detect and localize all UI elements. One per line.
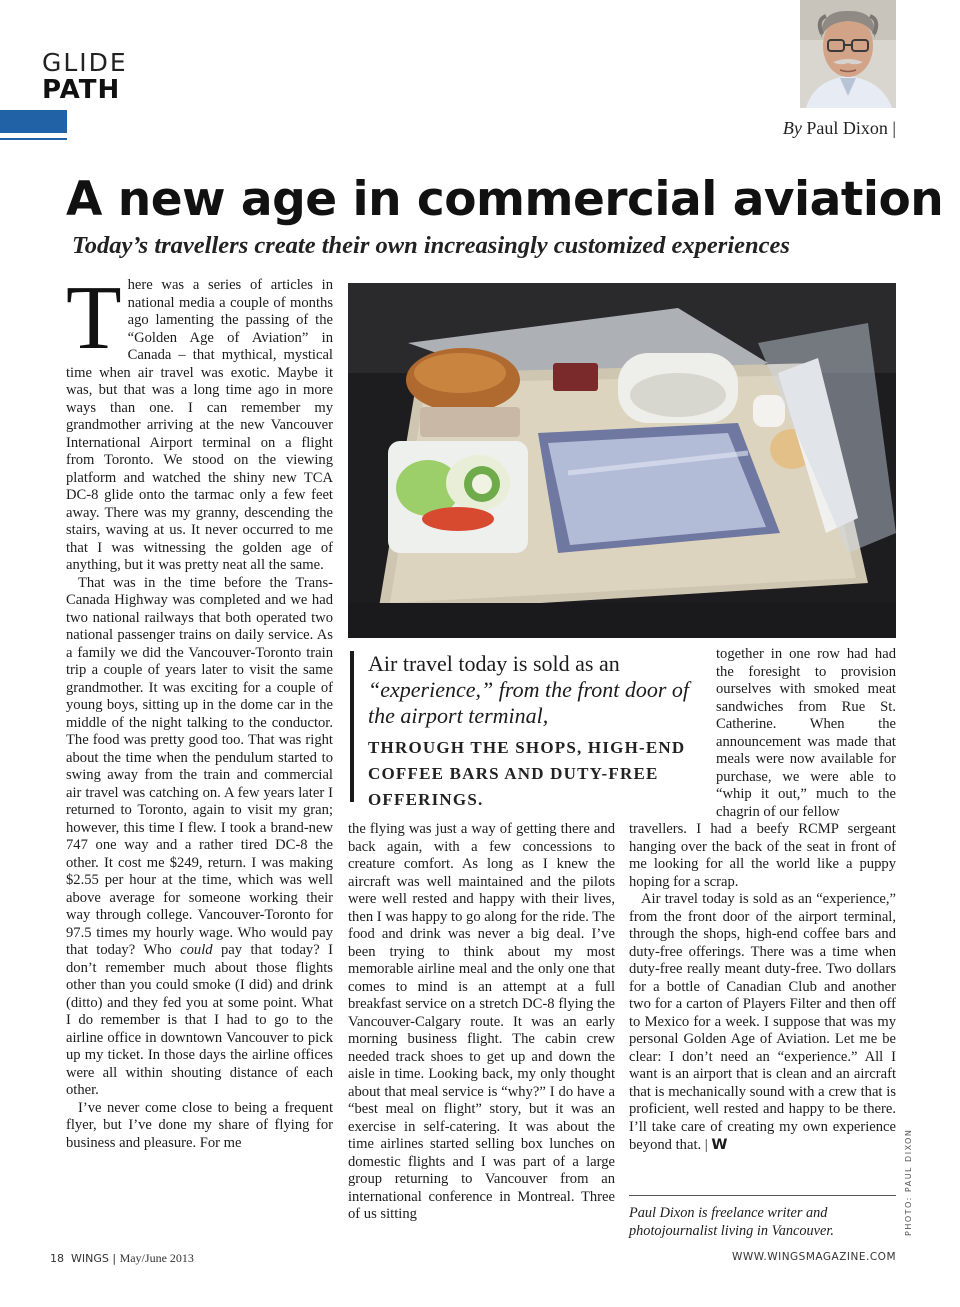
page-footer-left: 18 WINGS | May/June 2013 [50,1251,194,1265]
article-deck: Today’s travellers create their own increasingly customized experiences [72,232,790,259]
column-3-top-text: together in one row had had the foresight to provision ourselves with smoked meat sandwiches from Rue St. Catherine. When the announcement was made that meals were now available for purchase, we were able to “whip it out,” much to the chagrin of our fellow [716,646,896,820]
section-accent-bar [0,110,67,133]
magazine-website: WWW.WINGSMAGAZINE.COM [731,1251,896,1263]
bio-divider [629,1195,896,1196]
paragraph-2b-text: pay that today? I don’t remember much about those flights other than you could smoke (I did) and drink (ditto) and they fed you at some point. What I do remember is that I had to go to the airline office in downtown Vancouver to pick up my ticket. In those days the airline offices were all within shouting distance of each other. [66,942,333,1098]
pull-quote-line: Air travel today is sold as an [368,651,620,676]
author-photo [800,0,896,108]
photo-credit: PHOTO: PAUL DIXON [904,1128,913,1236]
pull-quote-caps: THROUGH THE SHOPS, HIGH-END COFFEE BARS AND DUTY-FREE OFFERINGS. [368,738,686,809]
pull-quote [350,651,702,809]
drop-cap: T [66,267,122,368]
pull-quote-lead [368,651,702,729]
column-3-paragraph-2 [629,891,896,1155]
article-column-3-top [716,646,896,821]
page-number: 18 [50,1252,64,1265]
byline-prefix: By [782,118,802,138]
author-bio: Paul Dixon is freelance writer and photojournalist living in Vancouver. [629,1205,834,1239]
section-label: GLIDE [42,48,128,77]
byline [783,118,896,139]
column-3-paragraph-1: travellers. I had a beefy RCMP sergeant hanging over the back of the seat in front of me looking for all the world like a puppy hoping for a scrap. [629,821,896,890]
section-label-bold: PATH [42,75,121,105]
article-column-3 [629,821,896,1155]
article-headline: A new age in commercial aviation [66,172,944,227]
byline-author: Paul Dixon | [806,118,896,138]
paragraph-2a-text: That was in the time before the Trans-Canada Highway was completed and we had two national railways that both operated two national passenger trains on daily service. As a family we did the Vancouver-Toronto train trip a couple of years later to visit the same grandmother. It was exciting for a couple of young boys, sitting up in the dome car in the middle of the night talking to the conductor. The food was pretty good too. That was right about the time when the pendulum started to swing away from the train and commercial air travel was catching on. A few years later I returned to Toronto, again to visit my gran; however, this time I flew. I took a brand-new 747 one way and a rather tired DC-8 the other. It cost me $249, return. I was making $2.55 per hour at the time, which was well above average for someone working their way through college. Vancouver-Toronto for 97.5 times my hourly wage. Who would pay that today? Who [66,574,333,958]
issue-date: May/June 2013 [119,1251,194,1265]
section-accent-rule [0,138,67,140]
paragraph-1-text: here was a series of articles in national media a couple of months ago lamenting the passing of the “Golden Age of Aviation” in Canada – that mythical, mystical time when air travel was exotic. Maybe it was, but that was a long time ago in more ways than one. I can remember my grandmother arriving at the new Vancouver International Airport terminal on a flight from Toronto. We stood on the viewing platform and watched the shiny new TCA DC-8 glide onto the tarmac only a few feet away. There was my granny, descending the stairs, waving at us. It never occurred to me that I was witnessing the golden age of anything, but it was pretty neat all the same. [66,277,333,573]
column-2-text: the flying was just a way of getting there and back again, with a few concessions to creature comfort. As long as I knew the aircraft was well maintained and the pilots were well rested and happy with their lives, then I was happy to go along for the ride. The food and drink was never a big deal. I’ve been trying to think about my most memorable airline meal and the only one that comes to mind is an attempt at a full breakfast service on a stretch DC-8 flying the Vancouver-Calgary route. It was an early morning business flight. The cabin crew needed track shoes to get up and down the aisle in time. Looking back, my only thought about that meal service is “why?” I do have a “best meal on flight” story, but it was an exercise in self-catering. It was about the time airlines started selling box lunches on domestic flights and I was part of a large group returning to Vancouver from an international conference in Montreal. Three of us sitting [348,821,615,1222]
paragraph-3: I’ve never come close to being a frequent flyer, but I’ve done my share of flying for business and pleasure. For me [66,1099,333,1151]
paragraph-2-emphasis: could [180,942,213,958]
column-3-paragraph-2-text: Air travel today is sold as an “experience,” from the front door of the airport terminal, through the shops, high-end coffee bars and duty-free offerings. There was a time when duty-free really meant duty-free. Two dollars for a bottle of Canadian Club and another two for a carton of Players Filter and then off to Mexico for a week. I suppose that was my personal Golden Age of Aviation. Let me be clear: I don’t need an “experience.” All I want is an airport that is clean and an aircraft that is mechanically sound with a crew that is proficient, well rested and happy to be there. I’ll take care of creating my own experience beyond that. | [629,891,896,1153]
article-column-1 [66,267,333,1152]
airline-meal-photo [348,283,896,638]
magazine-name: WINGS [71,1252,109,1265]
article-column-2 [348,821,615,1224]
end-mark: W [711,1136,728,1153]
paragraph-1 [66,267,333,575]
pull-quote-italic: “experience,” from the front door of the airport terminal, [368,677,689,728]
paragraph-2 [66,575,333,1100]
